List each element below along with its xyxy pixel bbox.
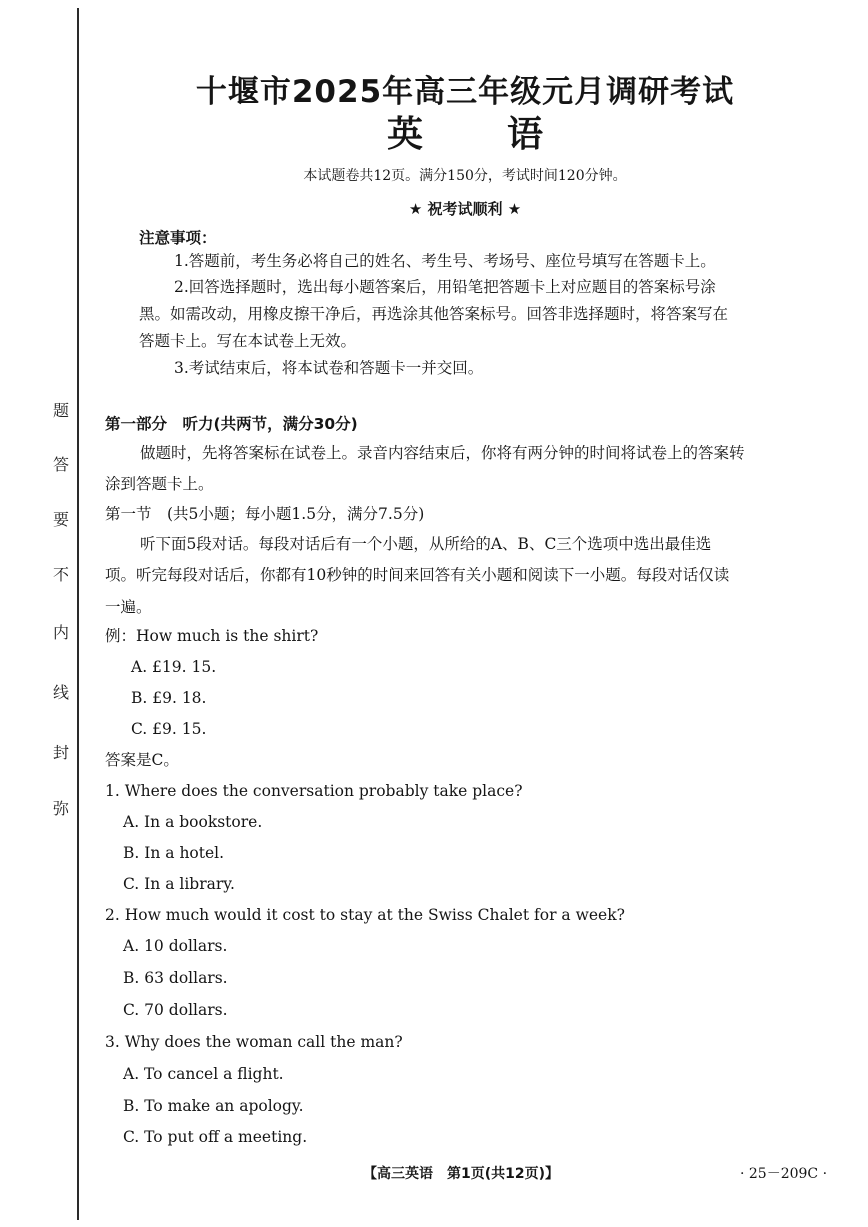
question-option: B. To make an apology.: [123, 1097, 304, 1115]
notice-item: 答题卡上。写在本试卷上无效。: [139, 332, 357, 350]
section-heading: 第一节 (共5小题；每小题1.5分，满分7.5分): [105, 505, 425, 523]
notice-item: 黑。如需改动，用橡皮擦干净后，再选涂其他答案标号。回答非选择题时，将答案写在: [139, 305, 729, 323]
subject-title: 英语: [386, 114, 627, 155]
part-heading: 第一部分 听力(共两节，满分30分): [105, 415, 358, 433]
notice-item: 2.回答选择题时，选出每小题答案后，用铅笔把答题卡上对应题目的答案标号涂: [174, 278, 716, 296]
seal-char: 要: [52, 510, 69, 529]
question-option: A. 10 dollars.: [123, 937, 228, 955]
seal-char: 弥: [52, 799, 69, 818]
page-footer: 【高三英语 第1页(共12页)】: [363, 1166, 560, 1182]
notice-item: 3.考试结束后，将本试卷和答题卡一并交回。: [174, 359, 484, 377]
section-directions: 项。听完每段对话后，你都有10秒钟的时间来回答有关小题和阅读下一小题。每段对话仅读: [105, 566, 730, 584]
seal-char: 封: [52, 743, 69, 762]
seal-char: 题: [52, 401, 69, 420]
question-stem: 2. How much would it cost to stay at the Swiss Chalet for a week?: [105, 906, 625, 924]
question-stem: 3. Why does the woman call the man?: [105, 1033, 403, 1051]
question-option: A. To cancel a flight.: [123, 1065, 284, 1083]
example-question: 例：How much is the shirt?: [105, 627, 319, 645]
example-option: B. £9. 18.: [131, 689, 207, 707]
section-directions: 一遍。: [105, 598, 152, 616]
seal-char: 内: [52, 623, 69, 642]
good-luck-banner: ★ 祝考试顺利 ★: [408, 200, 522, 218]
question-option: C. 70 dollars.: [123, 1001, 228, 1019]
exam-title: 十堰市2025年高三年级元月调研考试: [195, 74, 735, 110]
question-option: C. To put off a meeting.: [123, 1128, 308, 1146]
example-option: A. £19. 15.: [131, 658, 217, 676]
example-option: C. £9. 15.: [131, 720, 207, 738]
question-option: A. In a bookstore.: [123, 813, 263, 831]
section-directions: 听下面5段对话。每段对话后有一个小题，从所给的A、B、C三个选项中选出最佳选: [140, 535, 712, 553]
part-intro: 做题时，先将答案标在试卷上。录音内容结束后，你将有两分钟的时间将试卷上的答案转: [140, 444, 745, 462]
binding-line: [77, 8, 79, 1220]
question-option: B. 63 dollars.: [123, 969, 228, 987]
question-option: B. In a hotel.: [123, 844, 225, 862]
notice-heading: 注意事项：: [139, 229, 217, 247]
question-stem: 1. Where does the conversation probably take place?: [105, 782, 523, 800]
notice-item: 1.答题前，考生务必将自己的姓名、考生号、考场号、座位号填写在答题卡上。: [174, 252, 716, 270]
seal-char: 线: [52, 683, 69, 702]
question-option: C. In a library.: [123, 875, 235, 893]
example-answer: 答案是C。: [105, 751, 179, 769]
part-intro: 涂到答题卡上。: [105, 475, 214, 493]
seal-char: 不: [52, 565, 69, 584]
paper-code: · 25－209C ·: [740, 1166, 828, 1182]
exam-info: 本试题卷共12页。满分150分，考试时间120分钟。: [303, 168, 627, 184]
seal-char: 答: [52, 455, 69, 474]
